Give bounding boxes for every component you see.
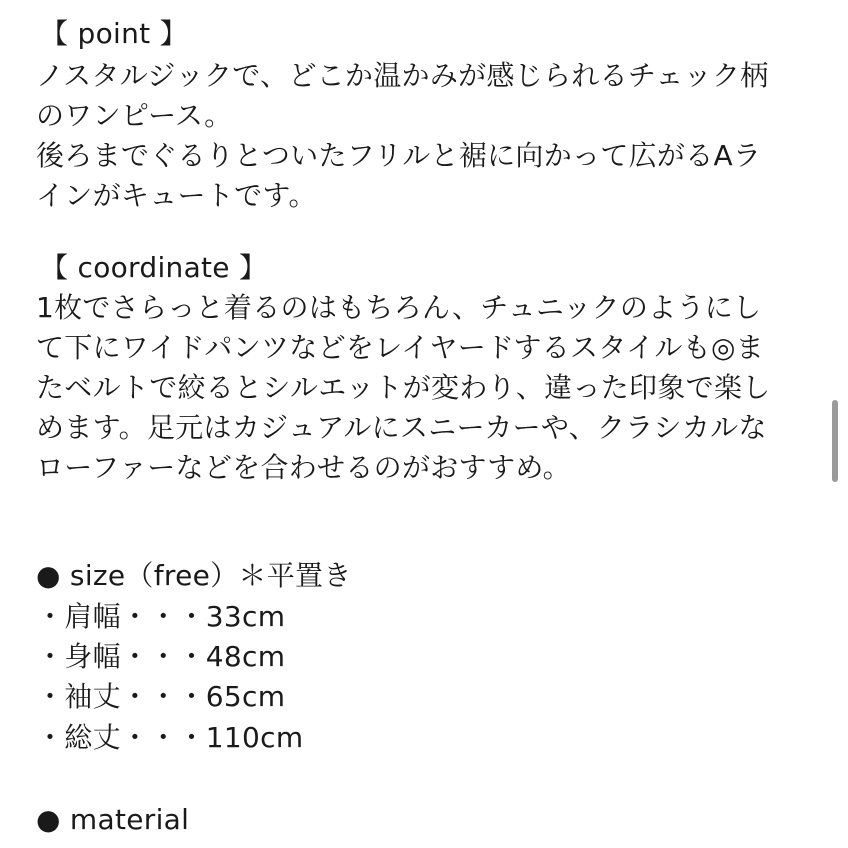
coordinate-text-line: 1枚でさらっと着るのはもちろん、チュニックのようにし xyxy=(36,291,762,324)
coordinate-text-line: ローファーなどを合わせるのがおすすめ。 xyxy=(36,451,571,484)
material-heading: ● material xyxy=(36,803,190,836)
point-text-line: のワンピース。 xyxy=(36,99,233,132)
point-heading: 【 point 】 xyxy=(40,17,188,50)
size-row-shoulder: ・肩幅・・・33cm xyxy=(36,600,286,633)
coordinate-heading: 【 coordinate 】 xyxy=(40,251,268,284)
point-text-line: インがキュートです。 xyxy=(36,179,317,212)
size-row-body-width: ・身幅・・・48cm xyxy=(36,640,286,673)
point-text-line: 後ろまでぐるりとついたフリルと裾に向かって広がるAラ xyxy=(36,139,762,172)
point-text-line: ノスタルジックで、どこか温かみが感じられるチェック柄 xyxy=(36,59,769,92)
coordinate-text-line: て下にワイドパンツなどをレイヤードするスタイルも◎ま xyxy=(36,331,765,364)
scrollbar-thumb[interactable] xyxy=(832,400,838,482)
size-row-sleeve: ・袖丈・・・65cm xyxy=(36,680,286,713)
size-row-total-length: ・総丈・・・110cm xyxy=(36,721,304,754)
coordinate-text-line: めます。足元はカジュアルにスニーカーや、クラシカルな xyxy=(36,411,767,444)
size-heading: ● size（free）＊平置き xyxy=(36,559,352,592)
coordinate-text-line: たベルトで絞るとシルエットが変わり、違った印象で楽し xyxy=(36,371,771,404)
